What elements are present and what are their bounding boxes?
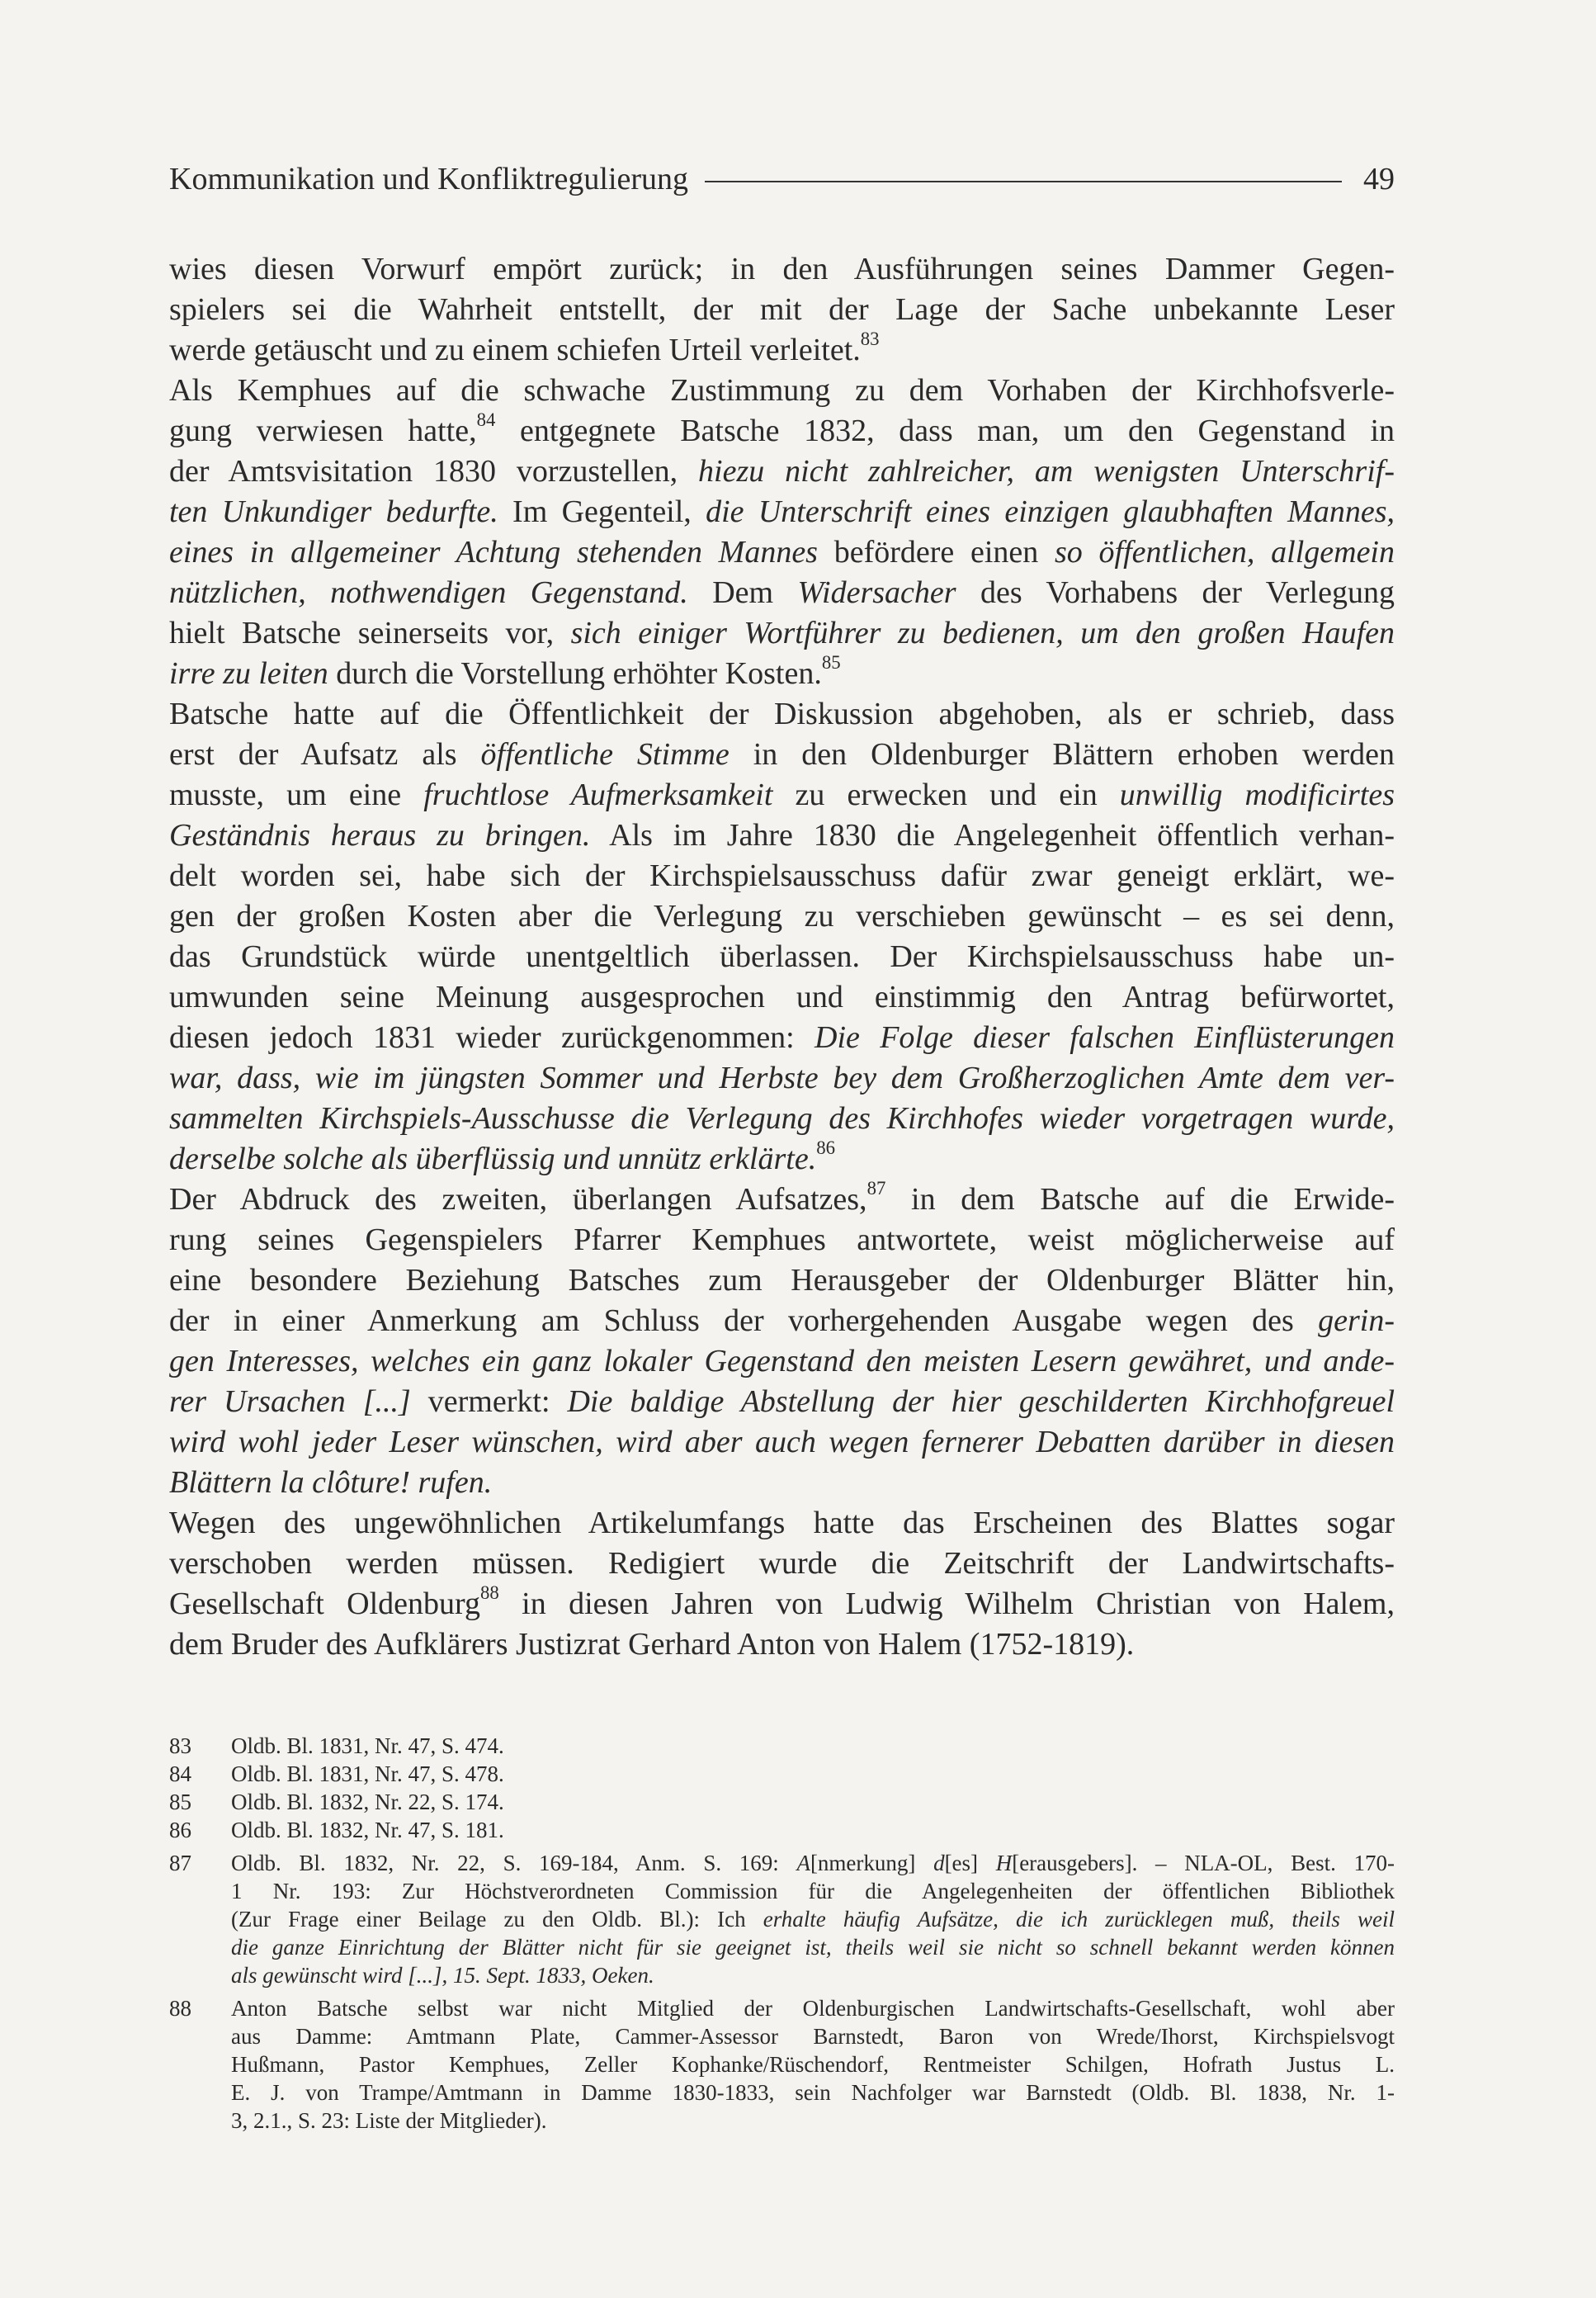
text-line: war, dass, wie im jüngsten Sommer und Herbste bey dem Großherzoglichen Amte dem ver- <box>169 1061 1395 1095</box>
footnote-line: Oldb. Bl. 1832, Nr. 22, S. 174. <box>231 1790 504 1814</box>
text-line: rung seines Gegenspielers Pfarrer Kemphues antwortete, weist möglicherweise auf <box>169 1222 1395 1257</box>
text-line: delt worden sei, habe sich der Kirchspielsausschuss dafür zwar geneigt erklärt, we- <box>169 858 1395 893</box>
text-line: Der Abdruck des zweiten, überlangen Aufsatzes,$^{87}$ in dem Batsche auf die Erwide- <box>169 1177 1395 1217</box>
footnote-line: Hußmann, Pastor Kemphues, Zeller Kophanke/Rüschendorf, Rentmeister Schilgen, Hofrath Justus L. <box>231 2052 1395 2077</box>
body-text <box>169 249 1395 1665</box>
text-line: der Amtsvisitation 1830 vorzustellen, hiezu nicht zahlreicher, am wenigsten Unterschrif- <box>169 454 1395 489</box>
footnote-text <box>231 1816 1395 1844</box>
text-line: spielers sei die Wahrheit entstellt, der mit der Lage der Sache unbekannte Leser <box>169 292 1395 327</box>
text-line: hielt Batsche seinerseits vor, sich einiger Wortführer zu bedienen, um den großen Haufen <box>169 616 1395 650</box>
text-line: eine besondere Beziehung Batsches zum Herausgeber der Oldenburger Blätter hin, <box>169 1263 1395 1298</box>
paragraph <box>169 371 1395 694</box>
text-line: Blättern la clôture! rufen. <box>169 1465 493 1500</box>
text-line: rer Ursachen [...] vermerkt: Die baldige Abstellung der hier geschilderten Kirchhofgreuel <box>169 1384 1395 1419</box>
text-line: irre zu leiten durch die Vorstellung erhöhter Kosten.$^{85}$ <box>169 651 841 691</box>
text-line: das Grundstück würde unentgeltlich überlassen. Der Kirchspielsausschuss habe un- <box>169 939 1395 974</box>
text-line: diesen jedoch 1831 wieder zurückgenommen: Die Folge dieser falschen Einflüsterungen <box>169 1020 1395 1055</box>
footnote-text <box>231 1849 1395 1989</box>
footnote <box>169 1816 1395 1844</box>
text-line: Batsche hatte auf die Öffentlichkeit der Diskussion abgehoben, als er schrieb, dass <box>169 697 1395 731</box>
text-line: Gesellschaft Oldenburg$^{88}$ in diesen Jahren von Ludwig Wilhelm Christian von Halem, <box>169 1582 1395 1621</box>
footnote-text <box>231 1788 1395 1816</box>
text-line: gen Interesses, welches ein ganz lokaler Gegenstand den meisten Lesern gewähret, und ande- <box>169 1344 1395 1378</box>
footnote-line: die ganze Einrichtung der Blätter nicht für sie geeignet ist, theils weil sie nicht so schnell bekannt werden können <box>231 1935 1395 1960</box>
text-line: wies diesen Vorwurf empört zurück; in den Ausführungen seines Dammer Gegen- <box>169 252 1395 286</box>
text-line: nützlichen, nothwendigen Gegenstand. Dem Widersacher des Vorhabens der Verlegung <box>169 575 1395 610</box>
footnote <box>169 1849 1395 1989</box>
header-rule <box>705 181 1342 182</box>
text-line: sammelten Kirchspiels-Ausschusse die Verlegung des Kirchhofes wieder vorgetragen wurde, <box>169 1101 1395 1136</box>
text-line: werde getäuscht und zu einem schiefen Urteil verleitet.$^{83}$ <box>169 328 880 367</box>
footnote-line: E. J. von Trampe/Amtmann in Damme 1830-1833, sein Nachfolger war Barnstedt (Oldb. Bl. 1838, Nr. 1- <box>231 2080 1395 2105</box>
footnote-number: 84 <box>169 1761 191 1786</box>
footnote <box>169 1994 1395 2135</box>
footnote-line: Oldb. Bl. 1832, Nr. 47, S. 181. <box>231 1818 504 1842</box>
text-line: Wegen des ungewöhnlichen Artikelumfangs hatte das Erscheinen des Blattes sogar <box>169 1506 1395 1540</box>
paragraph <box>169 249 1395 371</box>
footnote-text <box>231 1732 1395 1760</box>
text-line: gen der großen Kosten aber die Verlegung zu verschieben gewünscht – es sei denn, <box>169 899 1395 934</box>
footnote-number: 88 <box>169 1996 191 2021</box>
footnote-line: 1 Nr. 193: Zur Höchstverordneten Commission für die Angelegenheiten der öffentlichen Bibliothek <box>231 1879 1395 1903</box>
footnotes <box>169 1732 1395 2135</box>
footnote-text <box>231 1760 1395 1788</box>
text-line: der in einer Anmerkung am Schluss der vorhergehenden Ausgabe wegen des gerin- <box>169 1303 1395 1338</box>
footnote-line: Oldb. Bl. 1831, Nr. 47, S. 474. <box>231 1733 504 1758</box>
text-line: gung verwiesen hatte,$^{84}$ entgegnete Batsche 1832, dass man, um den Gegenstand in <box>169 409 1395 448</box>
text-line: musste, um eine fruchtlose Aufmerksamkeit zu erwecken und ein unwillig modificirtes <box>169 778 1395 812</box>
text-line: umwunden seine Meinung ausgesprochen und einstimmig den Antrag befürwortet, <box>169 980 1395 1014</box>
text-line: verschoben werden müssen. Redigiert wurde die Zeitschrift der Landwirtschafts- <box>169 1546 1395 1581</box>
footnote <box>169 1788 1395 1816</box>
paragraph <box>169 694 1395 1180</box>
footnote <box>169 1732 1395 1760</box>
footnote <box>169 1760 1395 1788</box>
footnote-line: Oldb. Bl. 1831, Nr. 47, S. 478. <box>231 1761 504 1786</box>
text-line: erst der Aufsatz als öffentliche Stimme in den Oldenburger Blättern erhoben werden <box>169 737 1395 772</box>
text-line: eines in allgemeiner Achtung stehenden Mannes befördere einen so öffentlichen, allgemein <box>169 535 1395 570</box>
text-line: Geständnis heraus zu bringen. Als im Jahre 1830 die Angelegenheit öffentlich verhan- <box>169 818 1395 853</box>
paragraph <box>169 1177 1395 1503</box>
page-number: 49 <box>1363 162 1395 196</box>
footnote-text <box>231 1994 1395 2135</box>
footnote-number: 87 <box>169 1851 191 1875</box>
footnote-number: 86 <box>169 1818 191 1842</box>
text-line: derselbe solche als überflüssig und unnütz erklärte.$^{86}$ <box>169 1137 835 1176</box>
footnote-line: aus Damme: Amtmann Plate, Cammer-Assessor Barnstedt, Baron von Wrede/Ihorst, Kirchspielsvogt <box>231 2024 1395 2049</box>
running-header <box>169 158 1395 200</box>
text-line: dem Bruder des Aufklärers Justizrat Gerhard Anton von Halem (1752-1819). <box>169 1627 1135 1662</box>
footnote-number: 85 <box>169 1790 191 1814</box>
footnote-line: (Zur Frage einer Beilage zu den Oldb. Bl.): Ich erhalte häufig Aufsätze, die ich zurücklegen muß, theils weil <box>231 1907 1395 1932</box>
footnote-number: 83 <box>169 1733 191 1758</box>
footnote-line: 3, 2.1., S. 23: Liste der Mitglieder). <box>231 2108 547 2133</box>
footnote-line: Oldb. Bl. 1832, Nr. 22, S. 169-184, Anm. S. 169: A[nmerkung] d[es] H[erausgebers]. – NLA-OL, Best. 170- <box>231 1851 1395 1875</box>
text-line: wird wohl jeder Leser wünschen, wird aber auch wegen fernerer Debatten darüber in diesen <box>169 1425 1395 1459</box>
footnote-line: Anton Batsche selbst war nicht Mitglied der Oldenburgischen Landwirtschafts-Gesellschaft, wohl aber <box>231 1996 1395 2021</box>
paragraph <box>169 1503 1395 1665</box>
footnote-line: als gewünscht wird [...], 15. Sept. 1833, Oeken. <box>231 1963 654 1988</box>
text-line: Als Kemphues auf die schwache Zustimmung zu dem Vorhaben der Kirchhofsverle- <box>169 373 1395 408</box>
running-header-title: Kommunikation und Konfliktregulierung <box>169 162 689 196</box>
text-line: ten Unkundiger bedurfte. Im Gegenteil, die Unterschrift eines einzigen glaubhaften Mannes, <box>169 494 1395 529</box>
